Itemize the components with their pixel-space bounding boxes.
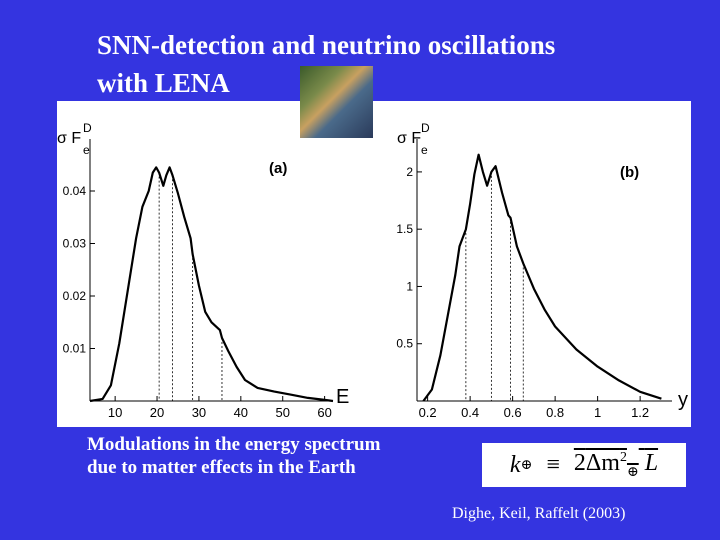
landscape-thumbnail	[300, 66, 373, 138]
y-axis-label-sup-a: D	[83, 121, 92, 135]
formula-coef: 2	[573, 449, 586, 476]
x-tick-label-a: 20	[149, 405, 165, 420]
formula-L: L	[644, 449, 659, 476]
x-tick-label-b: 0.8	[546, 405, 565, 420]
spectrum-curve-a	[90, 167, 333, 401]
formula-equiv: ≡	[546, 451, 560, 478]
spectrum-curve-b	[423, 155, 661, 401]
panel-label-b: (b)	[620, 164, 640, 181]
y-tick-label-a: 0.01	[62, 341, 86, 356]
x-axis-label-b: y	[678, 389, 688, 411]
title-line-2: with LENA	[97, 68, 230, 98]
x-tick-label-b: 0.2	[418, 405, 437, 420]
x-tick-label-a: 30	[191, 405, 207, 420]
formula-dm-sub: ⊕	[626, 464, 639, 480]
formula-dm: Δm	[585, 449, 620, 476]
y-tick-label-b: 2	[406, 164, 413, 179]
y-tick-label-a: 0.03	[62, 236, 86, 251]
x-tick-label-b: 1.2	[631, 405, 650, 420]
formula-box	[482, 443, 686, 487]
caption-text: Modulations in the energy spectrum due to matter effects in the Earth	[87, 434, 381, 478]
x-tick-label-b: 1	[594, 405, 602, 420]
title-line-1: SNN-detection and neutrino oscillations	[97, 30, 556, 60]
y-tick-label-b: 0.5	[396, 336, 413, 351]
formula-k: k	[509, 451, 521, 478]
y-axis-label-sub-b: e	[421, 143, 428, 157]
x-tick-label-a: 40	[233, 405, 249, 420]
y-tick-label-a: 0.02	[62, 289, 86, 303]
y-axis-label-a: σ F	[57, 130, 82, 147]
x-tick-label-b: 0.4	[461, 405, 480, 420]
spectra-plots	[57, 101, 691, 427]
x-axis-label-a: E	[336, 386, 350, 408]
x-tick-label-b: 0.6	[503, 405, 522, 420]
y-axis-label-sup-b: D	[421, 121, 430, 135]
y-tick-label-b: 1	[406, 279, 413, 294]
y-axis-label-sub-a: e	[83, 143, 90, 157]
x-tick-label-a: 10	[107, 405, 123, 420]
panel-label-a: (a)	[269, 160, 288, 177]
x-tick-label-a: 60	[317, 405, 332, 420]
x-tick-label-a: 50	[275, 405, 290, 420]
citation: Dighe, Keil, Raffelt (2003)	[452, 505, 626, 522]
formula-dm-sup: 2	[619, 449, 627, 465]
y-tick-label-a: 0.04	[62, 184, 86, 198]
formula-rhs	[574, 450, 658, 481]
formula-k-sub: ⊕	[520, 457, 533, 473]
slide-title	[97, 26, 697, 102]
y-tick-label-b: 1.5	[396, 222, 413, 237]
chart-panel	[57, 101, 691, 427]
y-axis-label-b: σ F	[397, 130, 422, 147]
